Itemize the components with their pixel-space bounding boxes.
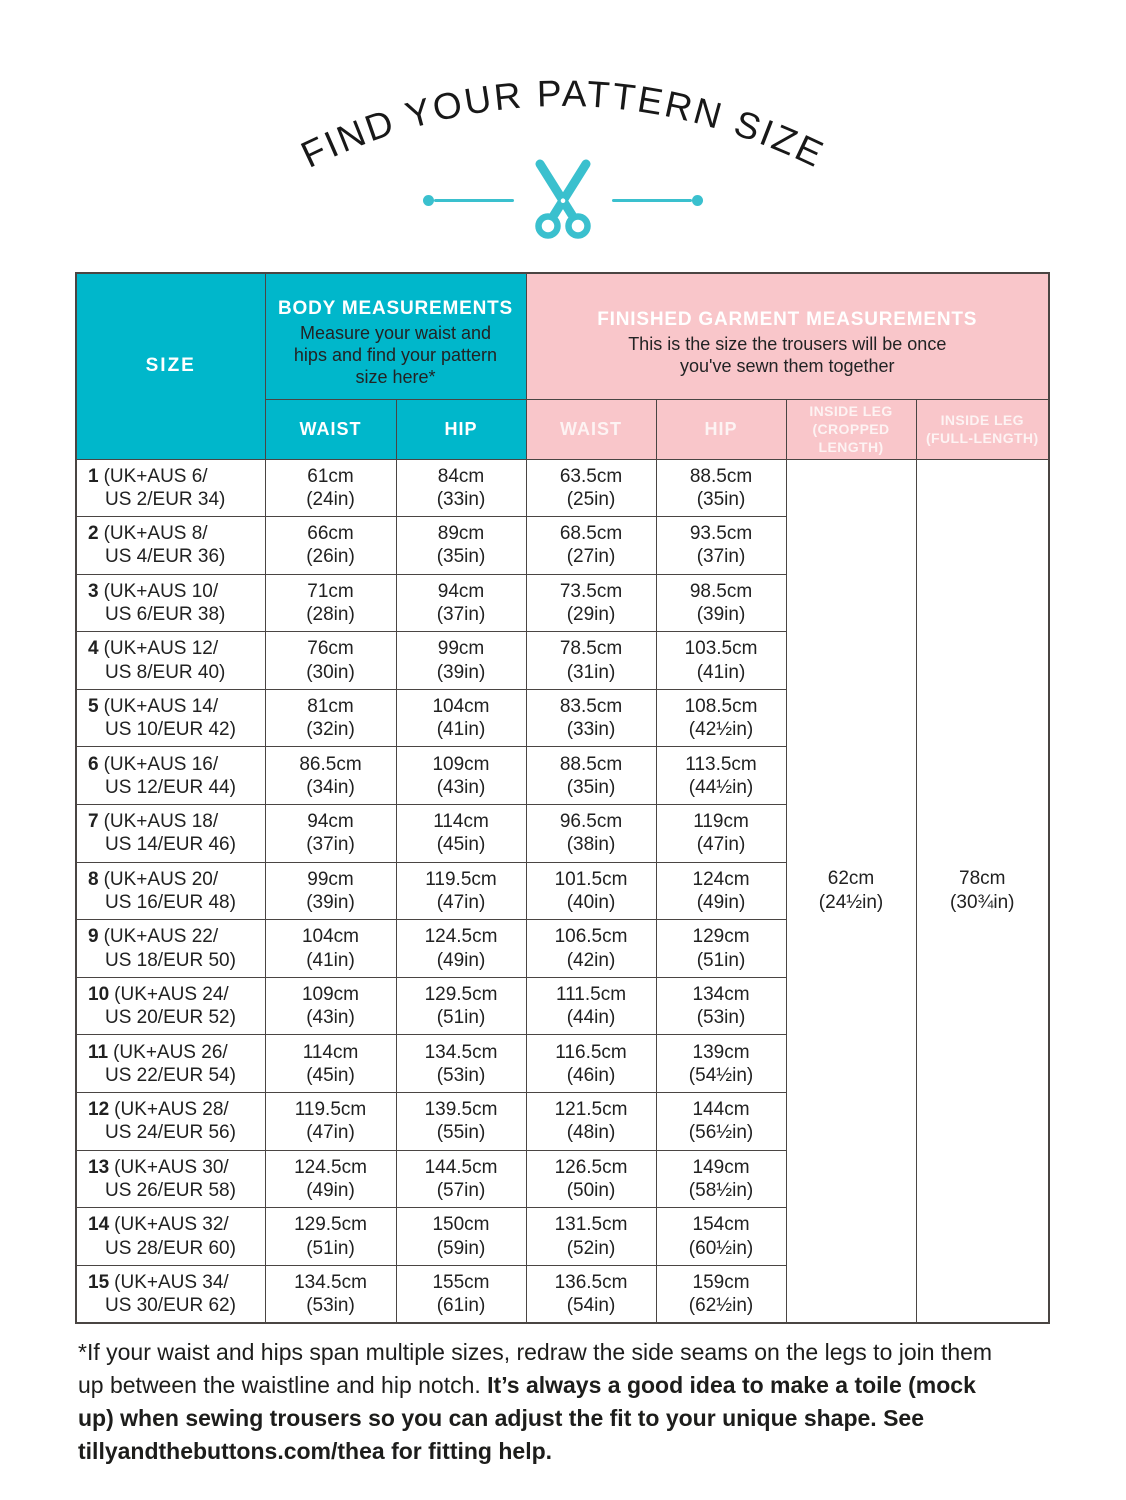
finished-waist-cell bbox=[526, 1208, 656, 1266]
finished-waist-in: (38in) bbox=[566, 834, 616, 856]
body-waist-cell bbox=[265, 977, 396, 1035]
finished-hip-cell bbox=[656, 920, 786, 978]
body-hip-in: (53in) bbox=[436, 1064, 486, 1086]
size-number: 2 bbox=[88, 523, 99, 545]
size-label-line2: US 20/EUR 52) bbox=[105, 1007, 236, 1029]
finished-hip-in: (41in) bbox=[696, 661, 746, 683]
size-label-line1: (UK+AUS 8/ bbox=[103, 523, 208, 545]
body-waist-in: (24in) bbox=[306, 488, 355, 510]
finished-hip-cm: 144cm bbox=[692, 1099, 750, 1121]
size-label-line2: US 14/EUR 46) bbox=[105, 834, 236, 856]
finished-waist-in: (42in) bbox=[566, 949, 616, 971]
size-label-line1: (UK+AUS 16/ bbox=[103, 753, 219, 775]
size-label-line2: US 8/EUR 40) bbox=[105, 661, 226, 683]
page-title-text: FIND YOUR PATTERN SIZE bbox=[294, 72, 832, 176]
body-hip-in: (47in) bbox=[436, 891, 486, 913]
finished-waist-cm: 96.5cm bbox=[559, 811, 623, 833]
finished-garment-subtitle: This is the size the trousers will be once you've sewn them together bbox=[628, 334, 947, 377]
size-label-line2: US 30/EUR 62) bbox=[105, 1294, 236, 1316]
finished-waist-cell bbox=[526, 1035, 656, 1093]
body-waist-cm: 114cm bbox=[302, 1041, 359, 1063]
finished-hip-in: (51in) bbox=[696, 949, 746, 971]
finished-waist-cell bbox=[526, 747, 656, 805]
size-label-line1: (UK+AUS 32/ bbox=[114, 1214, 229, 1236]
finished-waist-cm: 83.5cm bbox=[559, 696, 623, 717]
group-header-row bbox=[76, 273, 1049, 399]
finished-waist-cm: 121.5cm bbox=[554, 1099, 628, 1121]
body-waist-in: (47in) bbox=[306, 1122, 355, 1144]
body-waist-cm: 71cm bbox=[307, 580, 354, 602]
body-waist-cm: 124.5cm bbox=[294, 1156, 367, 1178]
finished-hip-cell bbox=[656, 574, 786, 632]
size-label-line1: (UK+AUS 22/ bbox=[103, 926, 219, 948]
finished-waist-cm: 78.5cm bbox=[559, 638, 623, 660]
size-label-line2: US 18/EUR 50) bbox=[105, 949, 236, 971]
finished-waist-cm: 131.5cm bbox=[554, 1214, 628, 1236]
inside-leg-cropped-cm: 62cm bbox=[827, 867, 875, 889]
divider-rule-right bbox=[612, 199, 692, 202]
finished-waist-cell bbox=[526, 1093, 656, 1151]
size-cell bbox=[76, 977, 265, 1035]
body-hip-in: (61in) bbox=[436, 1294, 486, 1316]
inside-leg-full-value bbox=[916, 459, 1049, 1323]
body-hip-in: (39in) bbox=[436, 661, 486, 683]
body-hip-cell bbox=[396, 1093, 526, 1151]
finished-hip-cell bbox=[656, 1093, 786, 1151]
body-waist-in: (41in) bbox=[306, 949, 355, 971]
body-hip-cm: 129.5cm bbox=[424, 983, 498, 1005]
size-label-line2: US 28/EUR 60) bbox=[105, 1237, 236, 1259]
body-measurements-title: BODY MEASUREMENTS bbox=[278, 298, 513, 320]
size-number: 5 bbox=[88, 696, 99, 717]
finished-hip-cm: 108.5cm bbox=[684, 696, 758, 717]
size-cell bbox=[76, 1093, 265, 1151]
body-hip-cell bbox=[396, 1265, 526, 1323]
size-label-line2: US 12/EUR 44) bbox=[105, 776, 236, 798]
body-hip-in: (57in) bbox=[436, 1179, 486, 1201]
finished-hip-cm: 154cm bbox=[692, 1214, 750, 1236]
finished-waist-cm: 101.5cm bbox=[554, 868, 628, 890]
body-hip-in: (41in) bbox=[436, 719, 486, 741]
finished-hip-cell bbox=[656, 977, 786, 1035]
footnote-regular-text: *If your waist and hips span multiple sizes, redraw the side seams on the legs to join them up between the waistline and hip notch. bbox=[78, 1339, 993, 1398]
finished-hip-cell bbox=[656, 1265, 786, 1323]
finished-hip-in: (49in) bbox=[696, 891, 746, 913]
body-hip-cm: 104cm bbox=[432, 696, 490, 717]
finished-waist-in: (50in) bbox=[566, 1179, 616, 1201]
body-hip-cm: 99cm bbox=[437, 638, 485, 660]
finished-hip-in: (53in) bbox=[696, 1007, 746, 1029]
finished-hip-cm: 93.5cm bbox=[689, 523, 753, 545]
body-hip-cm: 124.5cm bbox=[424, 926, 498, 948]
size-number: 14 bbox=[88, 1214, 110, 1236]
body-waist-in: (39in) bbox=[306, 891, 355, 913]
finished-hip-cm: 134cm bbox=[692, 983, 750, 1005]
finished-waist-in: (40in) bbox=[566, 891, 616, 913]
body-waist-cell bbox=[265, 862, 396, 920]
finished-waist-cell bbox=[526, 862, 656, 920]
finished-hip-cell bbox=[656, 805, 786, 863]
size-label-line1: (UK+AUS 6/ bbox=[103, 465, 208, 487]
body-waist-cm: 61cm bbox=[307, 465, 354, 487]
body-waist-in: (32in) bbox=[306, 719, 355, 741]
body-hip-cm: 89cm bbox=[437, 523, 485, 545]
body-waist-in: (53in) bbox=[306, 1294, 355, 1316]
finished-waist-cm: 73.5cm bbox=[559, 580, 623, 602]
body-waist-cell bbox=[265, 1035, 396, 1093]
finished-waist-cell bbox=[526, 805, 656, 863]
body-hip-cell bbox=[396, 459, 526, 517]
body-waist-in: (45in) bbox=[306, 1064, 355, 1086]
finished-hip-cm: 113.5cm bbox=[685, 753, 757, 775]
finished-hip-cm: 159cm bbox=[692, 1271, 750, 1293]
size-cell bbox=[76, 805, 265, 863]
size-number: 4 bbox=[88, 638, 99, 660]
inside-leg-full-column-header: INSIDE LEG (FULL-LENGTH) bbox=[916, 399, 1049, 459]
body-hip-in: (51in) bbox=[436, 1007, 486, 1029]
body-waist-in: (37in) bbox=[306, 834, 355, 856]
body-hip-cm: 150cm bbox=[432, 1214, 490, 1236]
finished-waist-cell bbox=[526, 459, 656, 517]
finished-waist-in: (44in) bbox=[566, 1007, 616, 1029]
body-waist-cell bbox=[265, 920, 396, 978]
body-waist-in: (26in) bbox=[306, 546, 355, 568]
body-waist-cm: 129.5cm bbox=[294, 1214, 367, 1236]
finished-hip-cm: 119cm bbox=[693, 811, 749, 833]
finished-waist-cell bbox=[526, 574, 656, 632]
finished-waist-cell bbox=[526, 977, 656, 1035]
finished-waist-in: (54in) bbox=[566, 1294, 616, 1316]
table-body bbox=[76, 459, 1049, 1323]
finished-hip-in: (44½in) bbox=[688, 776, 754, 798]
finished-hip-cell bbox=[656, 459, 786, 517]
size-number: 10 bbox=[88, 983, 110, 1005]
finished-waist-cell bbox=[526, 632, 656, 690]
finished-hip-cm: 129cm bbox=[692, 926, 750, 948]
body-hip-in: (49in) bbox=[436, 949, 486, 971]
finished-waist-cm: 68.5cm bbox=[559, 523, 623, 545]
finished-waist-cell bbox=[526, 920, 656, 978]
size-cell bbox=[76, 459, 265, 517]
size-label-line1: (UK+AUS 12/ bbox=[103, 638, 219, 660]
finished-hip-cm: 124cm bbox=[692, 868, 750, 890]
footnote-bold-text: It’s always a good idea to make a toile (mock up) when sewing trousers so you can adjust the fit to your unique shape. See tillyandthebuttons.com/thea for fitting help. bbox=[78, 1372, 976, 1464]
body-hip-in: (35in) bbox=[436, 546, 486, 568]
finished-hip-in: (62½in) bbox=[688, 1294, 754, 1316]
size-number: 11 bbox=[88, 1041, 109, 1063]
finished-hip-cell bbox=[656, 689, 786, 747]
body-hip-cm: 119.5cm bbox=[425, 868, 497, 890]
body-waist-cm: 76cm bbox=[307, 638, 354, 660]
finished-waist-in: (46in) bbox=[566, 1064, 616, 1086]
finished-waist-in: (29in) bbox=[566, 603, 616, 625]
body-hip-cell bbox=[396, 1208, 526, 1266]
size-cell bbox=[76, 1035, 265, 1093]
size-label-line2: US 24/EUR 56) bbox=[105, 1122, 236, 1144]
body-hip-cm: 155cm bbox=[432, 1271, 490, 1293]
body-waist-cell bbox=[265, 517, 396, 575]
body-hip-in: (37in) bbox=[436, 603, 486, 625]
body-hip-cm: 84cm bbox=[437, 465, 485, 487]
size-cell bbox=[76, 632, 265, 690]
body-hip-cm: 109cm bbox=[432, 753, 490, 775]
size-label-line1: (UK+AUS 10/ bbox=[103, 580, 219, 602]
body-hip-cell bbox=[396, 1035, 526, 1093]
scissors-icon bbox=[523, 158, 603, 242]
divider-rule-left bbox=[434, 199, 514, 202]
finished-hip-in: (47in) bbox=[696, 834, 746, 856]
finished-waist-cm: 88.5cm bbox=[559, 753, 623, 775]
size-label-line1: (UK+AUS 34/ bbox=[114, 1271, 229, 1293]
size-number: 15 bbox=[88, 1271, 110, 1293]
finished-waist-cell bbox=[526, 689, 656, 747]
size-label-line2: US 4/EUR 36) bbox=[105, 546, 226, 568]
inside-leg-cropped-in: (24½in) bbox=[818, 891, 884, 913]
body-waist-cell bbox=[265, 747, 396, 805]
finished-hip-cell bbox=[656, 747, 786, 805]
body-hip-cell bbox=[396, 805, 526, 863]
body-measurements-header bbox=[265, 273, 526, 399]
finished-hip-cell bbox=[656, 1150, 786, 1208]
body-waist-cell bbox=[265, 1093, 396, 1151]
body-waist-cm: 86.5cm bbox=[299, 753, 362, 775]
size-number: 13 bbox=[88, 1156, 110, 1178]
size-cell bbox=[76, 920, 265, 978]
size-cell bbox=[76, 517, 265, 575]
body-waist-cm: 81cm bbox=[307, 696, 354, 717]
finished-waist-in: (25in) bbox=[566, 488, 616, 510]
body-hip-cell bbox=[396, 632, 526, 690]
size-label-line1: (UK+AUS 30/ bbox=[114, 1156, 229, 1178]
finished-hip-cm: 88.5cm bbox=[689, 465, 753, 487]
size-number: 6 bbox=[88, 753, 99, 775]
body-hip-in: (43in) bbox=[436, 776, 486, 798]
body-waist-cm: 99cm bbox=[307, 868, 354, 890]
finished-hip-in: (37in) bbox=[696, 546, 746, 568]
finished-hip-in: (54½in) bbox=[688, 1064, 754, 1086]
finished-hip-in: (60½in) bbox=[688, 1237, 754, 1259]
size-cell bbox=[76, 1265, 265, 1323]
body-waist-cell bbox=[265, 459, 396, 517]
body-hip-cell bbox=[396, 862, 526, 920]
size-label-line1: (UK+AUS 28/ bbox=[114, 1099, 229, 1121]
finished-hip-cell bbox=[656, 862, 786, 920]
size-label-line1: (UK+AUS 18/ bbox=[103, 811, 219, 833]
body-hip-column-header: HIP bbox=[396, 399, 526, 459]
size-label-line2: US 22/EUR 54) bbox=[105, 1064, 236, 1086]
body-waist-cell bbox=[265, 805, 396, 863]
finished-hip-in: (42½in) bbox=[688, 719, 754, 741]
size-label-line1: (UK+AUS 14/ bbox=[103, 696, 219, 717]
divider-line-right bbox=[612, 195, 703, 206]
size-number: 1 bbox=[88, 465, 99, 487]
finished-waist-in: (27in) bbox=[566, 546, 616, 568]
body-hip-in: (59in) bbox=[436, 1237, 486, 1259]
finished-waist-in: (31in) bbox=[566, 661, 616, 683]
footnote bbox=[78, 1336, 1000, 1468]
body-waist-cell bbox=[265, 1150, 396, 1208]
scissors-divider bbox=[0, 158, 1126, 242]
body-waist-in: (30in) bbox=[306, 661, 355, 683]
body-waist-cm: 134.5cm bbox=[294, 1271, 367, 1293]
body-hip-cell bbox=[396, 747, 526, 805]
finished-waist-in: (48in) bbox=[566, 1122, 616, 1144]
size-chart-table bbox=[75, 272, 1050, 1324]
body-waist-in: (51in) bbox=[306, 1237, 355, 1259]
size-cell bbox=[76, 1208, 265, 1266]
size-label-line1: (UK+AUS 20/ bbox=[103, 868, 219, 890]
body-hip-cell bbox=[396, 920, 526, 978]
body-hip-cell bbox=[396, 977, 526, 1035]
body-hip-cm: 144.5cm bbox=[424, 1156, 498, 1178]
size-cell bbox=[76, 862, 265, 920]
body-hip-cell bbox=[396, 1150, 526, 1208]
finished-hip-column-header: HIP bbox=[656, 399, 786, 459]
size-label-line1: (UK+AUS 24/ bbox=[114, 983, 229, 1005]
finished-waist-cm: 126.5cm bbox=[554, 1156, 628, 1178]
body-hip-cell bbox=[396, 517, 526, 575]
divider-line-left bbox=[423, 195, 514, 206]
size-number: 7 bbox=[88, 811, 99, 833]
body-hip-in: (33in) bbox=[436, 488, 486, 510]
finished-hip-in: (56½in) bbox=[688, 1122, 754, 1144]
size-label-line2: US 26/EUR 58) bbox=[105, 1179, 236, 1201]
size-number: 8 bbox=[88, 868, 99, 890]
body-hip-in: (45in) bbox=[436, 834, 486, 856]
body-waist-cm: 104cm bbox=[301, 926, 360, 948]
body-waist-cm: 109cm bbox=[301, 983, 360, 1005]
finished-waist-in: (52in) bbox=[566, 1237, 616, 1259]
body-waist-cell bbox=[265, 574, 396, 632]
table-row bbox=[76, 459, 1049, 517]
inside-leg-cropped-column-header: INSIDE LEG (CROPPED LENGTH) bbox=[786, 399, 916, 459]
body-measurements-subtitle: Measure your waist and hips and find your pattern size here* bbox=[293, 323, 498, 388]
body-waist-in: (34in) bbox=[306, 776, 355, 798]
finished-waist-cell bbox=[526, 1150, 656, 1208]
finished-hip-cell bbox=[656, 1035, 786, 1093]
finished-hip-cm: 139cm bbox=[692, 1041, 750, 1063]
body-waist-in: (49in) bbox=[306, 1179, 355, 1201]
size-cell bbox=[76, 574, 265, 632]
size-cell bbox=[76, 1150, 265, 1208]
body-hip-in: (55in) bbox=[436, 1122, 486, 1144]
finished-hip-cell bbox=[656, 517, 786, 575]
finished-waist-cell bbox=[526, 517, 656, 575]
finished-waist-in: (33in) bbox=[566, 719, 616, 741]
inside-leg-full-in: (30¾in) bbox=[950, 891, 1015, 913]
inside-leg-full-cm: 78cm bbox=[959, 867, 1006, 889]
body-hip-cm: 114cm bbox=[433, 811, 489, 833]
finished-hip-in: (39in) bbox=[696, 603, 746, 625]
finished-hip-cm: 98.5cm bbox=[689, 580, 753, 602]
size-column-header: SIZE bbox=[76, 273, 265, 459]
body-waist-cell bbox=[265, 689, 396, 747]
body-hip-cm: 134.5cm bbox=[424, 1041, 498, 1063]
finished-waist-column-header: WAIST bbox=[526, 399, 656, 459]
size-label-line2: US 10/EUR 42) bbox=[105, 719, 236, 741]
body-hip-cm: 139.5cm bbox=[424, 1099, 498, 1121]
body-hip-cell bbox=[396, 574, 526, 632]
finished-hip-in: (35in) bbox=[696, 488, 746, 510]
body-waist-cell bbox=[265, 1265, 396, 1323]
finished-waist-in: (35in) bbox=[566, 776, 616, 798]
finished-garment-title: FINISHED GARMENT MEASUREMENTS bbox=[597, 309, 978, 331]
inside-leg-cropped-value bbox=[786, 459, 916, 1323]
size-label-line1: (UK+AUS 26/ bbox=[113, 1041, 228, 1063]
finished-hip-cm: 149cm bbox=[692, 1156, 750, 1178]
body-waist-cm: 66cm bbox=[307, 523, 354, 545]
finished-waist-cm: 111.5cm bbox=[555, 983, 627, 1005]
finished-waist-cm: 136.5cm bbox=[554, 1271, 628, 1293]
size-cell bbox=[76, 689, 265, 747]
divider-dot-right bbox=[692, 195, 703, 206]
size-number: 3 bbox=[88, 580, 99, 602]
body-hip-cell bbox=[396, 689, 526, 747]
finished-hip-in: (58½in) bbox=[688, 1179, 754, 1201]
finished-waist-cm: 116.5cm bbox=[555, 1041, 627, 1063]
body-waist-in: (43in) bbox=[306, 1007, 355, 1029]
body-waist-cm: 94cm bbox=[307, 811, 354, 833]
body-hip-cm: 94cm bbox=[437, 580, 485, 602]
finished-hip-cm: 103.5cm bbox=[684, 638, 758, 660]
size-number: 9 bbox=[88, 926, 99, 948]
size-cell bbox=[76, 747, 265, 805]
divider-dot-left bbox=[423, 195, 434, 206]
finished-hip-cell bbox=[656, 1208, 786, 1266]
size-label-line2: US 6/EUR 38) bbox=[105, 603, 226, 625]
size-number: 12 bbox=[88, 1099, 110, 1121]
body-waist-cell bbox=[265, 1208, 396, 1266]
body-waist-cm: 119.5cm bbox=[294, 1099, 367, 1121]
finished-waist-cm: 106.5cm bbox=[554, 926, 628, 948]
finished-garment-header bbox=[526, 273, 1049, 399]
body-waist-column-header: WAIST bbox=[265, 399, 396, 459]
size-label-line2: US 16/EUR 48) bbox=[105, 891, 236, 913]
size-label-line2: US 2/EUR 34) bbox=[105, 488, 226, 510]
body-waist-in: (28in) bbox=[306, 603, 355, 625]
finished-waist-cm: 63.5cm bbox=[559, 465, 623, 487]
finished-hip-cell bbox=[656, 632, 786, 690]
body-waist-cell bbox=[265, 632, 396, 690]
finished-waist-cell bbox=[526, 1265, 656, 1323]
